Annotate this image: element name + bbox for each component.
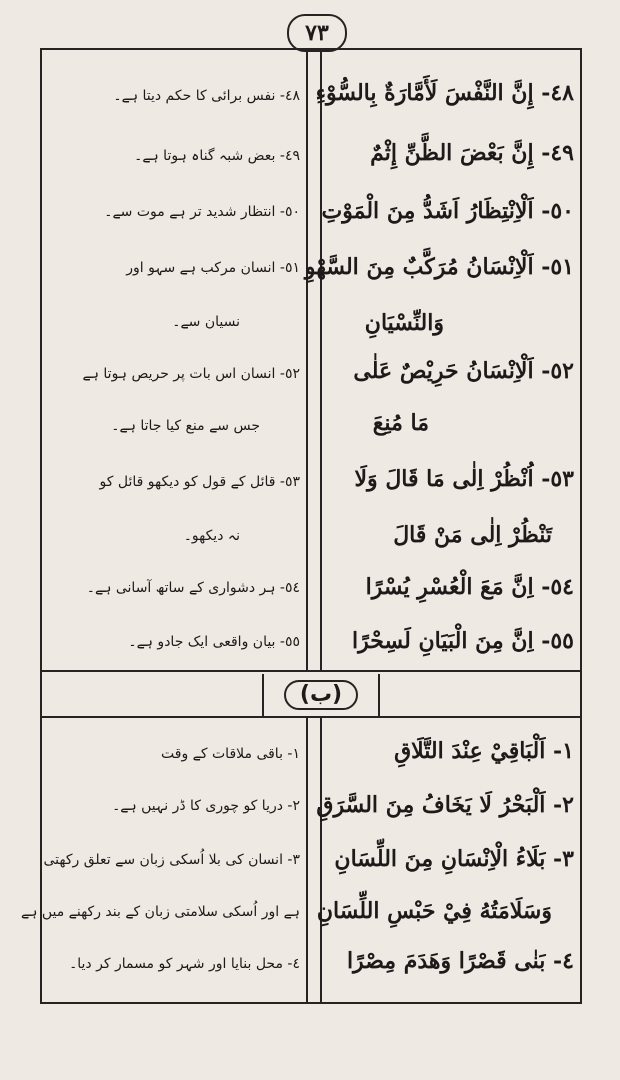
urdu-line: ٥٥- بیان واقعی ایک جادو ہے۔ bbox=[128, 634, 300, 650]
arabic-line: ٥٢- اَلْاِنْسَانُ حَرِيْصٌ عَلٰى bbox=[353, 358, 574, 384]
page-number: ٧٣ bbox=[287, 14, 347, 52]
urdu-line: نسیان سے۔ bbox=[172, 314, 240, 330]
urdu-line: ٤٨- نفس برائی کا حکم دیتا ہے۔ bbox=[113, 88, 300, 104]
arabic-line: ٥٥- اِنَّ مِنَ الْبَيَانِ لَسِحْرًا bbox=[352, 628, 574, 654]
urdu-translation-column-lower bbox=[20, 722, 300, 1000]
urdu-line: ٥٣- قائل کے قول کو دیکھو قائل کو bbox=[99, 474, 300, 490]
arabic-line: ٣- بَلَاءُ الْاِنْسَانِ مِنَ اللِّسَانِ bbox=[334, 846, 574, 872]
urdu-line: ٥٢- انسان اس بات پر حریص ہوتا ہے bbox=[82, 366, 300, 382]
section-rule bbox=[40, 670, 582, 672]
arabic-line: مَا مُنِعَ bbox=[372, 410, 429, 436]
urdu-line: ٥٠- انتظار شدید تر ہے موت سے۔ bbox=[104, 204, 300, 220]
arabic-line: وَالنِّسْيَانِ bbox=[364, 310, 444, 336]
urdu-line: ٤٩- بعض شبہ گناہ ہوتا ہے۔ bbox=[134, 148, 300, 164]
arabic-line: ٥٠- اَلْاِنْتِظَارُ اَشَدُّ مِنَ الْمَوْتِ bbox=[321, 198, 574, 224]
section-marker bbox=[262, 674, 380, 716]
urdu-line: ١- باقی ملاقات کے وقت bbox=[161, 746, 300, 762]
column-divider bbox=[320, 48, 322, 670]
urdu-line: ٤- محل بنایا اور شہر کو مسمار کر دیا۔ bbox=[69, 956, 300, 972]
arabic-line: ٥١- اَلْاِنْسَانُ مُرَكَّبٌ مِنَ السَّهْوِ bbox=[304, 254, 574, 280]
urdu-line: ٢- دریا کو چوری کا ڈر نہیں ہے۔ bbox=[112, 798, 300, 814]
column-divider bbox=[306, 716, 308, 1004]
arabic-line: تَنْظُرْ اِلٰى مَنْ قَالَ bbox=[393, 522, 552, 548]
urdu-line: جس سے منع کیا جاتا ہے۔ bbox=[111, 418, 260, 434]
arabic-line: وَسَلَامَتُهُ فِيْ حَبْسِ اللِّسَانِ bbox=[316, 898, 552, 924]
urdu-line: ٥٤- ہر دشواری کے ساتھ آسانی ہے۔ bbox=[86, 580, 300, 596]
column-divider bbox=[306, 48, 308, 670]
urdu-line: ٣- انسان کی بلا اُسکی زبان سے تعلق رکھتی bbox=[43, 852, 300, 868]
arabic-line: ١- اَلْبَاقِيْ عِنْدَ التَّلَاقِ bbox=[394, 738, 574, 764]
arabic-proverbs-column bbox=[304, 58, 574, 668]
section-marker-text: (ب) bbox=[284, 680, 358, 710]
arabic-line: ٤٨- إِنَّ النَّفْسَ لَأَمَّارَةٌ بِالسُّوْءِ bbox=[315, 80, 574, 106]
urdu-line: ٥١- انسان مرکب ہے سہو اور bbox=[126, 260, 300, 276]
arabic-line: ٤- بَنٰى قَصْرًا وَهَدَمَ مِصْرًا bbox=[346, 948, 574, 974]
arabic-line: ٤٩- إِنَّ بَعْضَ الظَّنِّ إِثْمٌ bbox=[370, 140, 574, 166]
arabic-line: ٥٣- اُنْظُرْ اِلٰى مَا قَالَ وَلَا bbox=[354, 466, 574, 492]
column-divider bbox=[320, 716, 322, 1004]
urdu-line: ہے اور اُسکی سلامتی زبان کے بند رکھنے میں ہے bbox=[20, 904, 300, 920]
arabic-line: ٥٤- اِنَّ مَعَ الْعُسْرِ يُسْرًا bbox=[365, 574, 574, 600]
arabic-line: ٢- اَلْبَحْرُ لَا يَخَافُ مِنَ السَّرَقِ bbox=[316, 792, 574, 818]
section-rule bbox=[40, 716, 582, 718]
urdu-line: نہ دیکھو۔ bbox=[183, 528, 240, 544]
arabic-proverbs-column-lower bbox=[316, 722, 574, 1000]
urdu-translation-column bbox=[52, 58, 300, 668]
